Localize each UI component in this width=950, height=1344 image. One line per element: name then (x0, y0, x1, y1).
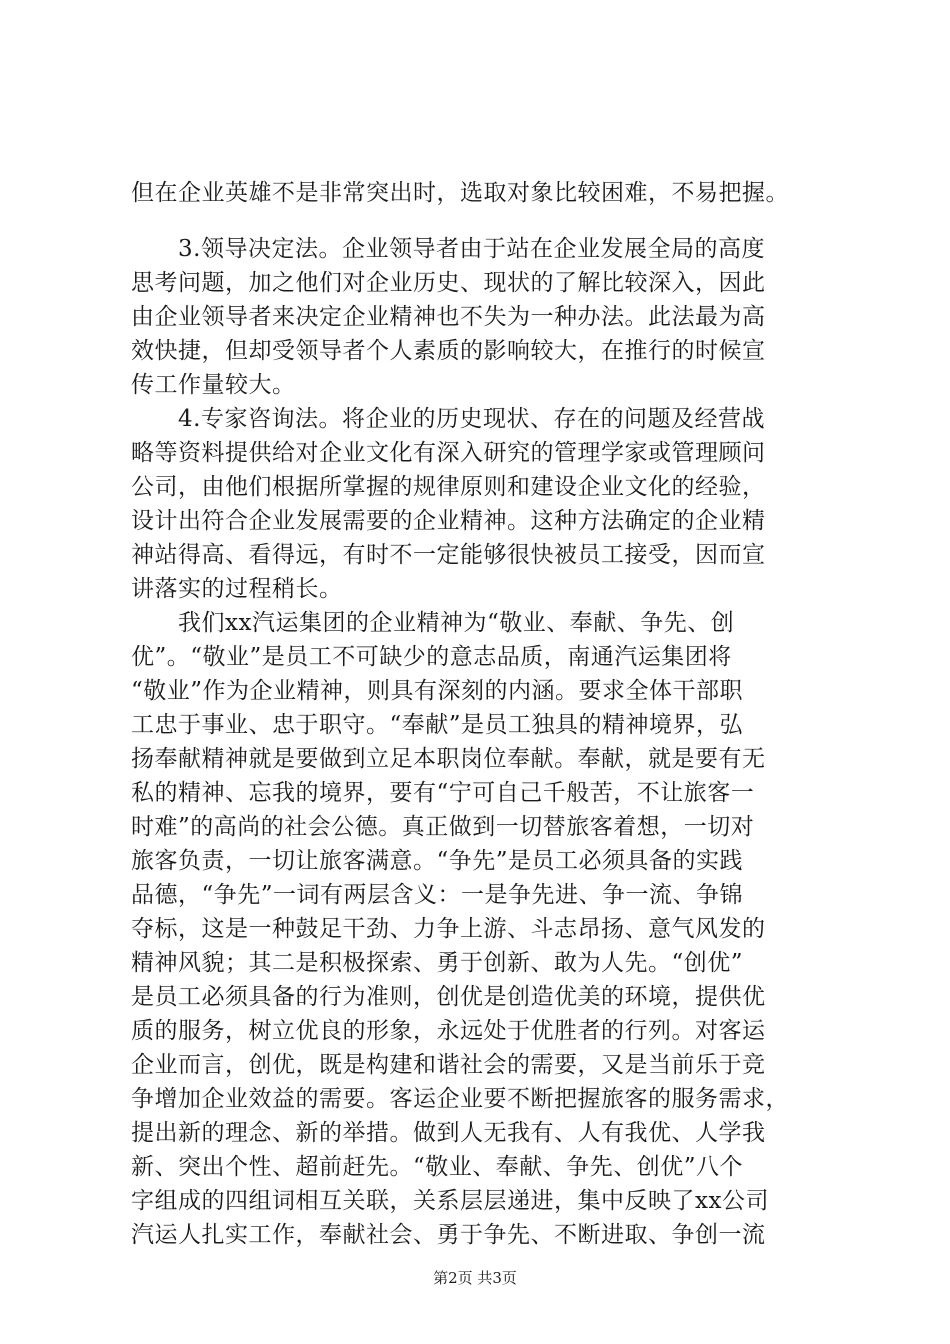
paragraph (131, 606, 831, 1252)
text-line: 略等资料提供给对企业文化有深入研究的管理学家或管理顾问 (131, 440, 766, 466)
text-line: 3.领导决定法。企业领导者由于站在企业发展全局的高度 (131, 236, 765, 262)
paragraph (131, 176, 831, 210)
text-line: 质的服务，树立优良的形象，永远处于优胜者的行列。对客运 (131, 1018, 766, 1044)
text-line: 传工作量较大。 (131, 372, 296, 398)
text-line: 是员工必须具备的行为准则，创优是创造优美的环境，提供优 (131, 984, 766, 1010)
text-line: 但在企业英雄不是非常突出时，选取对象比较困难，不易把握。 (131, 180, 789, 206)
text-line: 私的精神、忘我的境界，要有“宁可自己千般苦，不让旅客一 (131, 780, 755, 806)
text-line: 优”。“敬业”是员工不可缺少的意志品质，南通汽运集团将 (131, 644, 732, 670)
text-line: 品德，“争先”一词有两层含义：一是争先进、争一流、争锦 (131, 882, 744, 908)
text-line: 夺标，这是一种鼓足干劲、力争上游、斗志昂扬、意气风发的 (131, 916, 766, 942)
paragraph (131, 232, 831, 402)
text-line: 扬奉献精神就是要做到立足本职岗位奉献。奉献，就是要有无 (131, 746, 766, 772)
text-line: 神站得高、看得远，有时不一定能够很快被员工接受，因而宣 (131, 542, 766, 568)
text-line: 精神风貌；其二是积极探索、勇于创新、敢为人先。“创优” (131, 950, 744, 976)
text-line: 思考问题，加之他们对企业历史、现状的了解比较深入，因此 (131, 270, 766, 296)
text-line: 新、突出个性、超前赶先。“敬业、奉献、争先、创优”八个 (131, 1154, 744, 1180)
text-line: “敬业”作为企业精神，则具有深刻的内涵。要求全体干部职 (131, 678, 744, 704)
text-line: 讲落实的过程稍长。 (131, 576, 343, 602)
text-line: 工忠于事业、忠于职守。“奉献”是员工独具的精神境界，弘 (131, 712, 744, 738)
page-footer: 第2页 共3页 (433, 1269, 517, 1287)
text-line: 时难”的高尚的社会公德。真正做到一切替旅客着想，一切对 (131, 814, 755, 840)
text-line: 4.专家咨询法。将企业的历史现状、存在的问题及经营战 (131, 406, 765, 432)
text-line: 争增加企业效益的需要。客运企业要不断把握旅客的服务需求， (131, 1086, 789, 1112)
text-line: 提出新的理念、新的举措。做到人无我有、人有我优、人学我 (131, 1120, 766, 1146)
text-line: 旅客负责，一切让旅客满意。“争先”是员工必须具备的实践 (131, 848, 744, 874)
paragraph-spacer (131, 210, 831, 232)
text-line: 由企业领导者来决定企业精神也不失为一种办法。此法最为高 (131, 304, 766, 330)
document-body (131, 176, 831, 1252)
text-line: 设计出符合企业发展需要的企业精神。这种方法确定的企业精 (131, 508, 766, 534)
text-line: 公司，由他们根据所掌握的规律原则和建设企业文化的经验， (131, 474, 766, 500)
text-line: 效快捷，但却受领导者个人素质的影响较大，在推行的时候宣 (131, 338, 766, 364)
text-line: 我们xx汽运集团的企业精神为“敬业、奉献、争先、创 (131, 610, 735, 636)
text-line: 字组成的四组词相互关联，关系层层递进，集中反映了xx公司 (131, 1188, 769, 1214)
text-line: 汽运人扎实工作，奉献社会、勇于争先、不断进取、争创一流 (131, 1222, 766, 1248)
text-line: 企业而言，创优，既是构建和谐社会的需要，又是当前乐于竞 (131, 1052, 766, 1078)
paragraph (131, 402, 831, 606)
